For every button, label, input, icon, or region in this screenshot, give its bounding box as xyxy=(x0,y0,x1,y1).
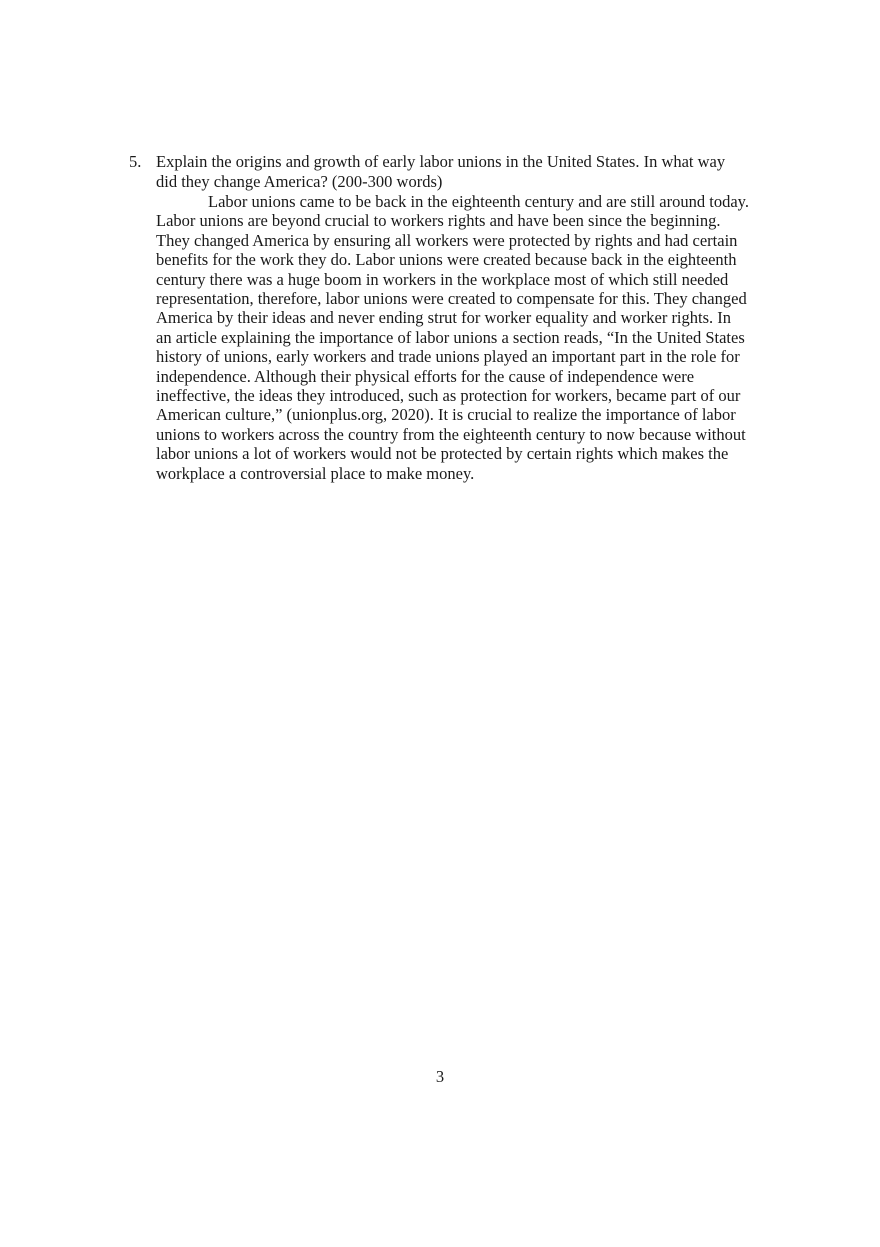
answer-line: ineffective, the ideas they introduced, such as protection for workers, became part of our xyxy=(156,386,741,406)
page-number: 3 xyxy=(435,1067,445,1086)
answer-line: America by their ideas and never ending strut for worker equality and worker rights. In xyxy=(156,308,732,328)
answer-line: Labor unions are beyond crucial to workers rights and have been since the beginning. xyxy=(156,211,721,231)
answer-line: Labor unions came to be back in the eighteenth century and are still around today. xyxy=(208,192,749,211)
question-line: Explain the origins and growth of early labor unions in the United States. In what way xyxy=(156,152,726,171)
answer-line: an article explaining the importance of labor unions a section reads, “In the United States xyxy=(156,327,745,347)
answer-line: unions to workers across the country from the eighteenth century to now because without xyxy=(156,424,746,444)
answer-line: workplace a controversial place to make money. xyxy=(156,463,475,483)
answer-line: history of unions, early workers and trade unions played an important part in the role for xyxy=(156,347,740,367)
answer-line: benefits for the work they do. Labor unions were created because back in the eighteenth xyxy=(156,250,737,270)
question-prompt xyxy=(156,152,786,192)
answer-line: American culture,” (unionplus.org, 2020). It is crucial to realize the importance of labor xyxy=(156,405,736,425)
answer-line: century there was a huge boom in workers in the workplace most of which still needed xyxy=(156,269,729,289)
answer-line: independence. Although their physical efforts for the cause of independence were xyxy=(156,366,695,386)
answer-line: representation, therefore, labor unions were created to compensate for this. They changed xyxy=(156,289,747,309)
question-number: 5. xyxy=(129,152,142,171)
answer-line: They changed America by ensuring all workers were protected by rights and had certain xyxy=(156,230,738,250)
answer-line: labor unions a lot of workers would not be protected by certain rights which makes the xyxy=(156,444,729,464)
answer-paragraph xyxy=(156,192,786,483)
question-line: did they change America? (200-300 words) xyxy=(156,172,443,191)
